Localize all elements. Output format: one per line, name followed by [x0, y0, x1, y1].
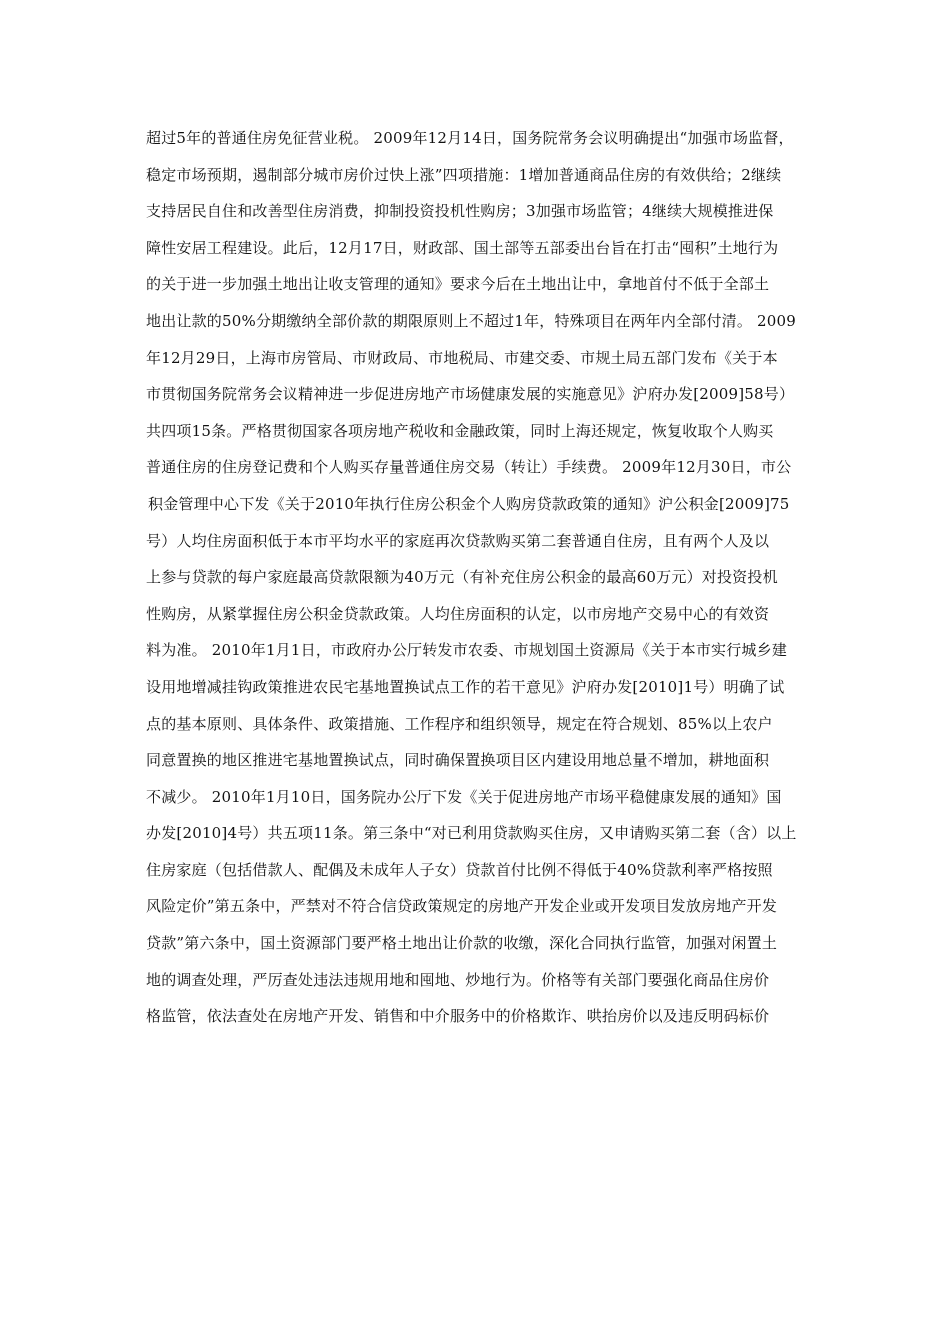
text-line: 号）人均住房面积低于本市平均水平的家庭再次贷款购买第二套普通自住房，且有两个人及以 — [146, 531, 770, 550]
text-line: 超过5年的普通住房免征营业税。 2009年12月14日，国务院常务会议明确提出“加强市场监督， — [146, 129, 794, 147]
text-line: 贷款”第六条中，国土资源部门要严格土地出让价款的收缴，深化合同执行监管，加强对闲置土 — [146, 934, 778, 953]
text-line: 年12月29日，上海市房管局、市财政局、市地税局、市建交委、市规土局五部门发布《关于本 — [146, 348, 778, 367]
text-line: 性购房，从紧掌握住房公积金贷款政策。人均住房面积的认定，以市房地产交易中心的有效资 — [146, 604, 770, 623]
text-line: 市贯彻国务院常务会议精神进一步促进房地产市场健康发展的实施意见》沪府办发[2009]58号） — [146, 385, 795, 404]
text-line: 障性安居工程建设。此后，12月17日，财政部、国土部等五部委出台旨在打击“囤积”土地行为 — [146, 238, 779, 257]
text-line: 支持居民自住和改善型住房消费，抑制投资投机性购房；3加强市场监管；4继续大规模推进保 — [146, 202, 774, 221]
text-line: 地出让款的50%分期缴纳全部价款的期限原则上不超过1年，特殊项目在两年内全部付清。 2009 — [146, 311, 797, 330]
text-line: 地的调查处理，严厉查处违法违规用地和囤地、炒地行为。价格等有关部门要强化商品住房价 — [146, 970, 770, 989]
text-line: 格监管，依法查处在房地产开发、销售和中介服务中的价格欺诈、哄抬房价以及违反明码标价 — [146, 1007, 770, 1026]
text-line: 点的基本原则、具体条件、政策措施、工作程序和组织领导，规定在符合规划、85%以上农户 — [146, 714, 773, 733]
text-line: 共四项15条。严格贯彻国家各项房地产税收和金融政策，同时上海还规定，恢复收取个人购买 — [146, 421, 774, 440]
text-line: 同意置换的地区推进宅基地置换试点，同时确保置换项目区内建设用地总量不增加，耕地面积 — [146, 751, 770, 770]
text-line: 的关于进一步加强土地出让收支管理的通知》要求今后在土地出让中，拿地首付不低于全部土 — [146, 275, 770, 294]
text-line: 料为准。 2010年1月1日，市政府办公厅转发市农委、市规划国土资源局《关于本市实行城乡建 — [146, 641, 788, 660]
text-line: 稳定市场预期，遏制部分城市房价过快上涨”四项措施：1增加普通商品住房的有效供给；2继续 — [146, 165, 782, 184]
text-line: 不减少。 2010年1月10日，国务院办公厅下发《关于促进房地产市场平稳健康发展的通知》国 — [146, 787, 782, 806]
text-line: 设用地增减挂钩政策推进农民宅基地置换试点工作的若干意见》沪府办发[2010]1号）明确了试 — [146, 677, 785, 696]
body-text — [146, 126, 816, 1041]
text-line: 住房家庭（包括借款人、配偶及未成年人子女）贷款首付比例不得低于40%贷款利率严格按照 — [146, 860, 773, 879]
text-line: 积金管理中心下发《关于2010年执行住房公积金个人购房贷款政策的通知》沪公积金[2009]75 — [148, 494, 790, 513]
text-line: 普通住房的住房登记费和个人购买存量普通住房交易（转让）手续费。 2009年12月30日，市公 — [146, 458, 792, 477]
text-line: 办发[2010]4号）共五项11条。第三条中“对已利用贷款购买住房，又申请购买第二套（含）以上 — [146, 824, 797, 843]
text-line: 风险定价”第五条中，严禁对不符合信贷政策规定的房地产开发企业或开发项目发放房地产开发 — [146, 897, 778, 916]
text-line: 上参与贷款的每户家庭最高贷款限额为40万元（有补充住房公积金的最高60万元）对投资投机 — [146, 568, 778, 587]
